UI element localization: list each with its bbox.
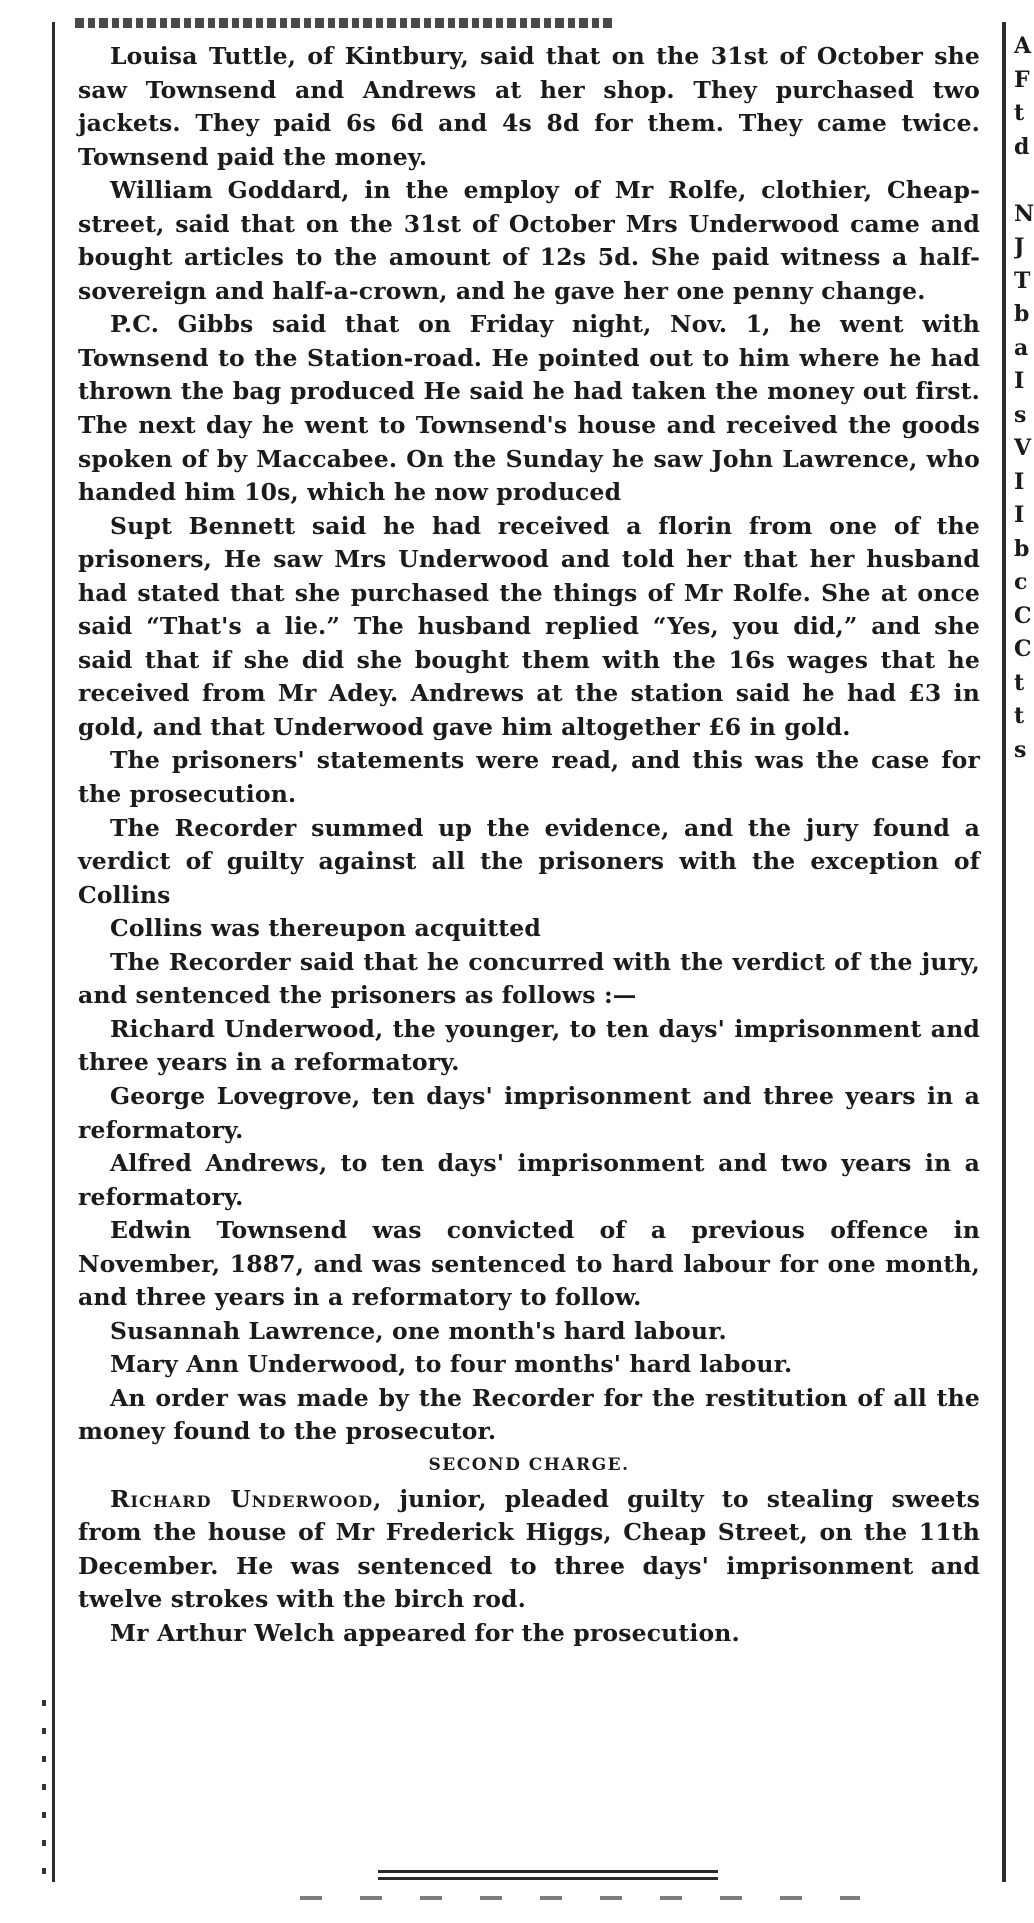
adjacent-column-fragment: A F t d N J T b a I s V I I b c C C t t s — [1014, 33, 1034, 763]
paragraph: Richard Underwood, the younger, to ten days' imprisonment and three years in a reformatory. — [78, 1014, 980, 1077]
section-heading: SECOND CHARGE. — [428, 1454, 630, 1475]
paragraph: Susannah Lawrence, one month's hard labour. — [110, 1316, 727, 1345]
edge-marks — [42, 1700, 46, 1880]
paragraph: Alfred Andrews, to ten days' imprisonment and two years in a reformatory. — [78, 1149, 980, 1211]
paragraph: Collins was thereupon acquitted — [110, 914, 541, 943]
paragraph-second-charge — [78, 1483, 980, 1617]
rule-line — [378, 1877, 718, 1880]
bottom-edge-marks — [300, 1896, 860, 1900]
paragraph: Supt Bennett said he had received a florin from one of the prisoners, He saw Mrs Underwood and told her that her husband had stated that she purchased the things of Mr Rolfe. She at once said “That's a lie.” The husband replied “Yes, you did,” and she said that if she did she bought them with the 16s wages that he received from Mr Adey. Andrews at the station said he had £3 in gold, and that Underwood gave him altogether £6 in gold. — [78, 511, 980, 741]
paragraph: William Goddard, in the employ of Mr Rolfe, clothier, Cheap-street, said that on the 31st of October Mrs Underwood came and bought articles to the amount of 12s 5d. She paid witness a half-sovereign and half-a-crown, and he gave her one penny change. — [78, 176, 980, 305]
paragraph: An order was made by the Recorder for the restitution of all the money found to the prosecutor. — [78, 1383, 980, 1446]
paragraph: Louisa Tuttle, of Kintbury, said that on the 31st of October she saw Townsend and Andrews at her shop. They purchased two jackets. They paid 6s 6d and 4s 8d for them. They came twice. Townsend paid the money. — [78, 42, 980, 171]
paragraph: The Recorder said that he concurred with the verdict of the jury, and sentenced the prisoners as follows :— — [78, 947, 980, 1010]
end-of-article-rule — [378, 1870, 718, 1884]
paragraph: Edwin Townsend was convicted of a previous offence in November, 1887, and was sentenced to hard labour for one month, and three years in a reformatory to follow. — [78, 1216, 980, 1312]
article-body — [78, 40, 980, 1650]
paragraph: Mary Ann Underwood, to four months' hard labour. — [110, 1350, 793, 1379]
rule-line — [378, 1870, 718, 1873]
paragraph: George Lovegrove, ten days' imprisonment and three years in a reformatory. — [78, 1081, 980, 1144]
column-rule-right — [1002, 22, 1006, 1882]
paragraph: The Recorder summed up the evidence, and the jury found a verdict of guilty against all the prisoners with the exception of Collins — [78, 813, 980, 909]
second-charge-text: , junior, pleaded guilty to stealing sweets from the house of Mr Frederick Higgs, Cheap Street, on the 11th December. He was sentenced to three days' imprisonment and twelve strokes with the birch rod. — [78, 1484, 980, 1614]
defendant-name: Richard Underwood — [110, 1484, 374, 1513]
paragraph: P.C. Gibbs said that on Friday night, Nov. 1, he went with Townsend to the Station-road. He pointed out to him where he had thrown the bag produced He said he had taken the money out first. The next day he went to Townsend's house and received the goods spoken of by Maccabee. On the Sunday he saw John Lawrence, who handed him 10s, which he now produced — [78, 310, 980, 507]
paragraph: The prisoners' statements were read, and this was the case for the prosecution. — [78, 746, 980, 809]
column-rule-left — [52, 22, 55, 1882]
closing-paragraph: Mr Arthur Welch appeared for the prosecution. — [110, 1618, 740, 1647]
cut-off-text-line — [75, 18, 615, 28]
